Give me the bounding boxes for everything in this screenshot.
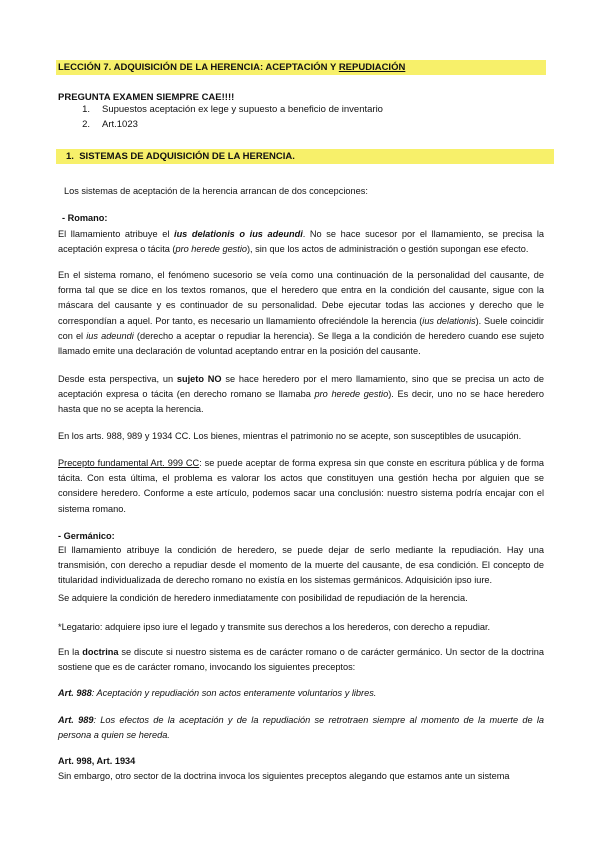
- romano-paragraph-2: En el sistema romano, el fenómeno sucesorio se veía como una continuación de la personalidad del causante, de forma tal que se dice en los textos romanos, que el heredero que entra en la condición del causante, sigue con la máscara del causante y es continuador de su personalidad. Debe ejecutar todas las acciones y derecho que le correspondían a aquel. Por tanto, es necesario un llamamiento ofreciéndole la herencia (ius delationis). Suele coincidir con el ius adeundi (derecho a aceptar o repudiar la herencia). Se llega a la condición de heredero cuando ese sujeto llamado emite una declaración de voluntad aceptando entrar en la posición del causante.: [58, 270, 544, 357]
- section-heading: 1. SISTEMAS DE ADQUISICIÓN DE LA HERENCIA.: [56, 149, 554, 164]
- romano-paragraph-5: Precepto fundamental Art. 999 CC: se puede aceptar de forma expresa sin que conste en escritura pública y de forma tácita. Con esta última, el problema es valorar los actos que constituyen una gestión hecha por alguien que se considere heredero. Conforme a este artículo, podemos sacar una conclusión: nuestro sistema podría encajar con el sistema romano.: [58, 458, 544, 514]
- romano-paragraph-3: Desde esta perspectiva, un sujeto NO se hace heredero por el mero llamamiento, sino que se precisa un acto de aceptación expresa o tácita (en derecho romano se llamaba pro herede gestio). Es decir, uno no se hace heredero hasta que no se acepta la herencia.: [58, 374, 545, 415]
- romano-paragraph-4: En los arts. 988, 989 y 1934 CC. Los bienes, mientras el patrimonio no se acepte, son susceptibles de usucapión.: [58, 431, 522, 441]
- lesson-title-text: LECCIÓN 7. ADQUISICIÓN DE LA HERENCIA: ACEPTACIÓN Y: [58, 62, 339, 73]
- art-998-1934: Art. 998, Art. 1934: [58, 756, 136, 766]
- list-item: 1. Supuestos aceptación ex lege y supuesto a beneficio de inventario: [82, 104, 383, 115]
- exam-note: PREGUNTA EXAMEN SIEMPRE CAE!!!!: [58, 92, 235, 103]
- lesson-title-underlined: REPUDIACIÓN: [338, 62, 406, 73]
- romano-paragraph-1: El llamamiento atribuye el ius delationis o ius adeundi. No se hace sucesor por el llamamiento, se precisa la aceptación expresa o tácita (pro herede gestio), sin que los actos de administración o gestión supongan ese efecto.: [58, 229, 544, 255]
- intro-text: Los sistemas de aceptación de la herencia arrancan de dos concepciones:: [64, 186, 368, 196]
- romano-heading: - Romano:: [62, 213, 108, 223]
- legatario-note: *Legatario: adquiere ipso iure el legado y transmite sus derechos a los herederos, con derecho a repudiar.: [58, 622, 491, 632]
- germanico-paragraph-1: El llamamiento atribuye la condición de heredero, se puede dejar de serlo mediante la repudiación. Hay una transmisión, con derecho a repudiar desde el momento de la muerte del causante, de esa condición. El concepto de titularidad individualizada de derecho romano no existía en los sistemas germánicos. Adquisición ipso iure.: [58, 545, 544, 586]
- art-988: Art. 988: Aceptación y repudiación son actos enteramente voluntarios y libres.: [58, 688, 377, 698]
- lesson-title: [56, 60, 546, 75]
- doctrina-paragraph: En la doctrina se discute si nuestro sistema es de carácter romano o de carácter germánico. Un sector de la doctrina sostiene que es de carácter romano, invocando los siguientes preceptos:: [58, 647, 544, 673]
- germanico-heading: - Germánico:: [58, 531, 115, 541]
- art-989: Art. 989: Los efectos de la aceptación y de la repudiación se retrotraen siempre al momento de la muerte de la persona a quien se hereda.: [58, 715, 544, 741]
- list-item: 2. Art.1023: [82, 119, 138, 130]
- final-paragraph: Sin embargo, otro sector de la doctrina invoca los siguientes preceptos alegando que estamos ante un sistema: [58, 771, 510, 781]
- germanico-paragraph-2: Se adquiere la condición de heredero inmediatamente con posibilidad de repudiación de la herencia.: [58, 593, 468, 603]
- exam-list: [78, 102, 538, 132]
